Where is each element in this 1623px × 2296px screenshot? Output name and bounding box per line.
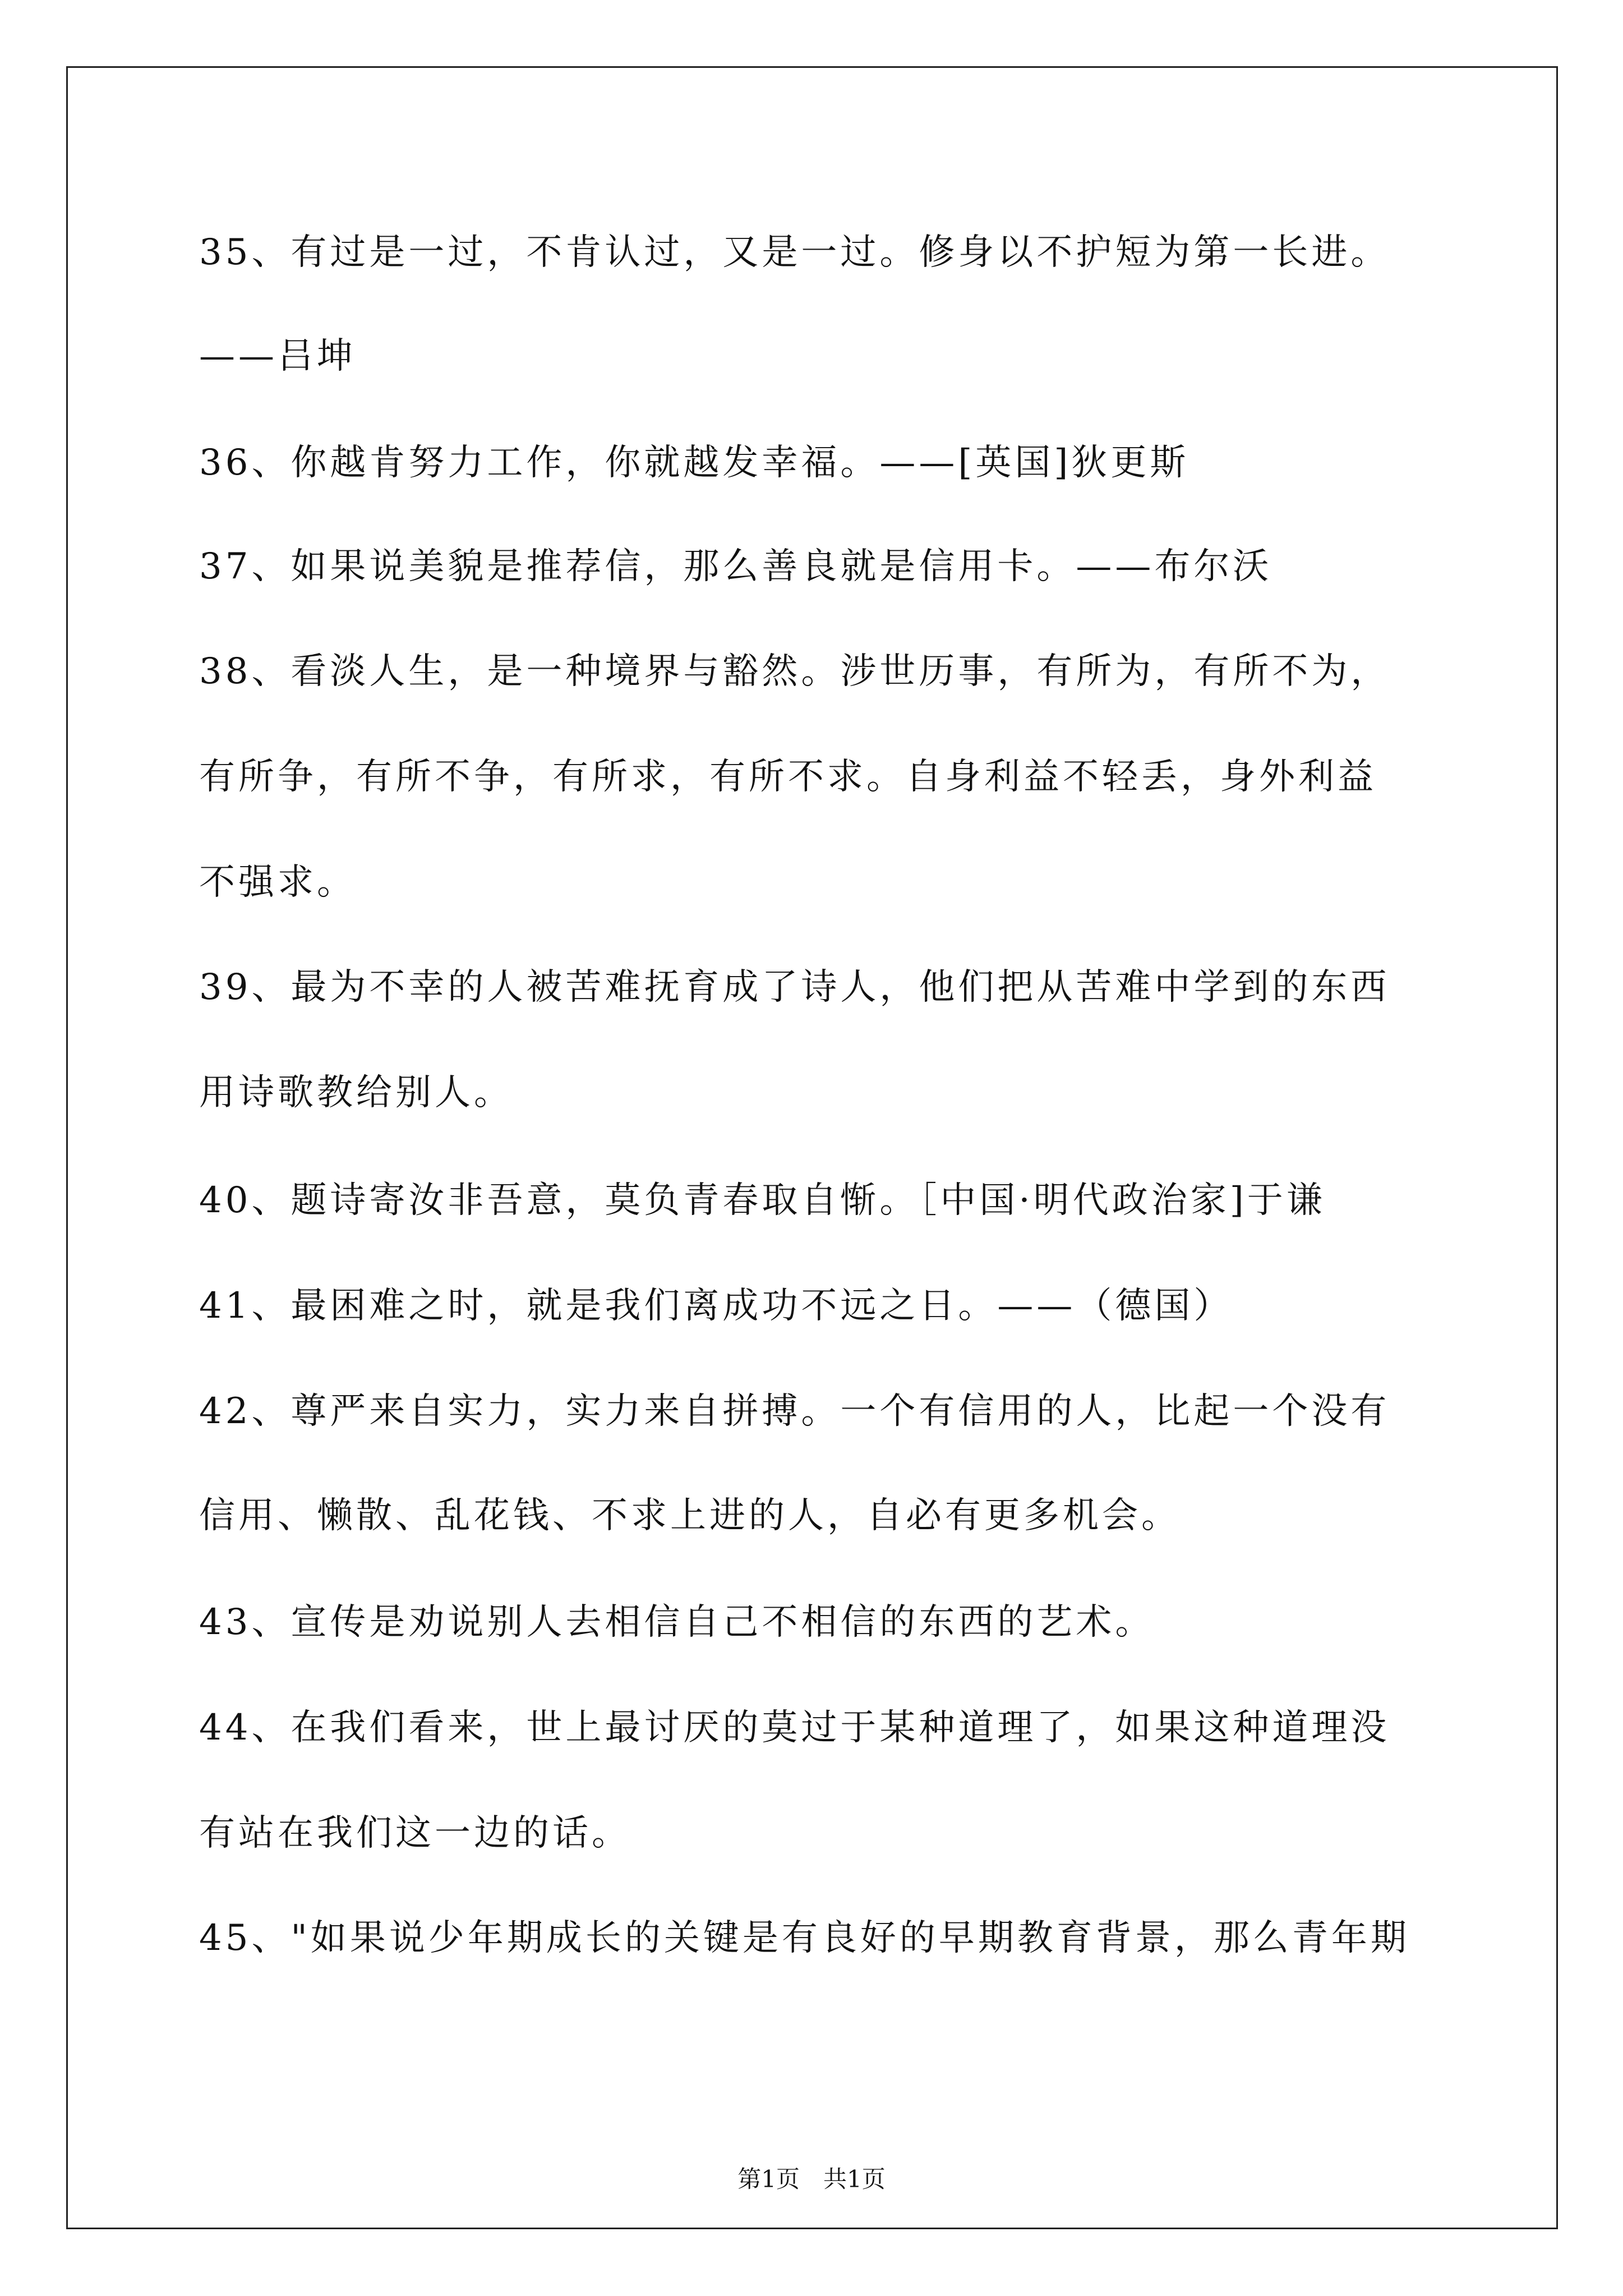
text-line: 不强求。 [199,862,356,903]
text-line: 35、有过是一过，不肯认过，又是一过。修身以不护短为第一长进。 [199,232,1390,273]
text-line: 43、宣传是劝说别人去相信自己不相信的东西的艺术。 [199,1602,1155,1643]
text-line: 41、最困难之时，就是我们离成功不远之日。——（德国） [199,1285,1233,1327]
text-line: 37、如果说美貌是推荐信，那么善良就是信用卡。——布尔沃 [199,546,1272,587]
text-line: 用诗歌教给别人。 [199,1072,513,1114]
text-line: 信用、懒散、乱花钱、不求上进的人，自必有更多机会。 [199,1495,1181,1536]
text-line: 有站在我们这一边的话。 [199,1812,631,1854]
text-line: 40、题诗寄汝非吾意，莫负青春取自惭。［中国·明代政治家]于谦 [199,1180,1326,1221]
text-line: 44、在我们看来，世上最讨厌的莫过于某种道理了，如果这种道理没 [199,1707,1390,1749]
page-footer: 第1页 共1页 [737,2165,886,2193]
text-line: 42、尊严来自实力，实力来自拼搏。一个有信用的人，比起一个没有 [199,1391,1390,1432]
text-line: 39、最为不幸的人被苦难抚育成了诗人，他们把从苦难中学到的东西 [199,967,1390,1008]
text-line: 36、你越肯努力工作，你就越发幸福。——[英国]狄更斯 [199,442,1189,484]
text-line: 有所争，有所不争，有所求，有所不求。自身利益不轻丢，身外利益 [199,756,1377,798]
text-line: ——吕坤 [199,335,356,377]
text-line: 45、"如果说少年期成长的关键是有良好的早期教育背景，那么青年期 [199,1917,1410,1959]
text-line: 38、看淡人生，是一种境界与豁然。涉世历事，有所为，有所不为， [199,651,1390,692]
page-border [66,66,1558,2229]
